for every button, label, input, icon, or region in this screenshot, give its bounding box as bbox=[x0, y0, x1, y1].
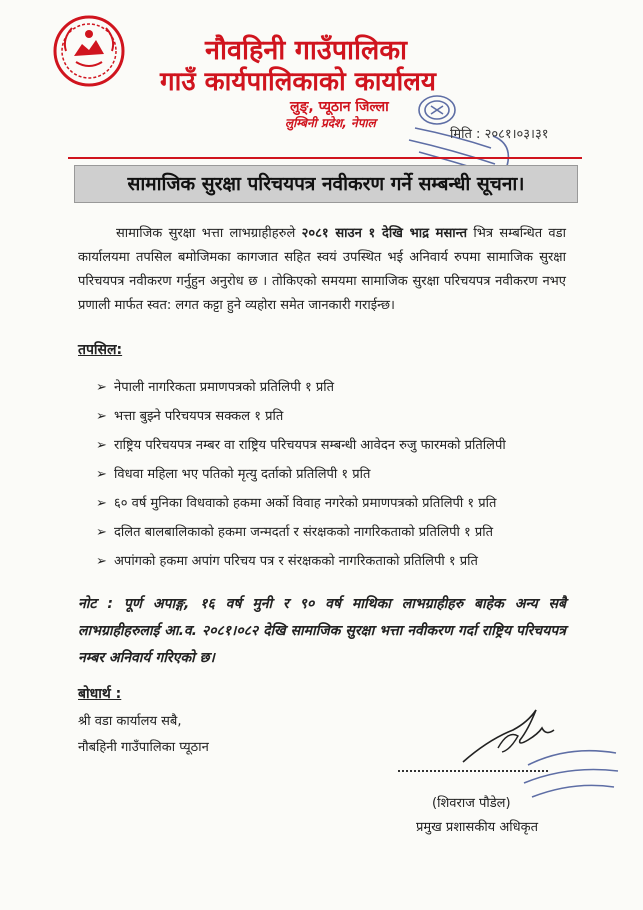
body-text-pre: सामाजिक सुरक्षा भत्ता लाभग्राहीहरुले bbox=[116, 226, 302, 241]
signatory-stamp-icon bbox=[518, 745, 623, 800]
arrow-bullet-icon: ➢ bbox=[96, 380, 107, 395]
notice-note: नोट : पूर्ण अपाङ्ग, १६ वर्ष मुनी र ९० वर्ष माथिका लाभग्राहीहरु बाहेक अन्य सबै लाभग्राहीहरुलाई आ.व. २०८१।०८२ देखि सामाजिक सुरक्षा भत्ता नवीकरण गर्दा राष्ट्रिय परिचयपत्र नम्बर अनिवार्य गरिएको छ। bbox=[78, 596, 566, 666]
list-item: ➢ ६० वर्ष मुनिका विधवाको हकमा अर्को विवाह नगरेको प्रमाणपत्रको प्रतिलिपी १ प्रति bbox=[96, 494, 566, 523]
list-heading: तपसिल: bbox=[78, 342, 123, 358]
arrow-bullet-icon: ➢ bbox=[96, 467, 107, 482]
notice-body bbox=[78, 222, 566, 318]
cc-heading: बोधार्थ : bbox=[78, 686, 122, 702]
list-item: ➢ राष्ट्रिय परिचयपत्र नम्बर वा राष्ट्रिय परिचयपत्र सम्बन्धी आवेदन रुजु फारमको प्रतिलिपी bbox=[96, 436, 566, 465]
arrow-bullet-icon: ➢ bbox=[96, 409, 107, 424]
body-text-post: भित्र सम्बन्धित वडा कार्यालयमा तपसिल बमोजिमका कागजात सहित स्वयं उपस्थित भई अनिवार्य रुपमा सामाजिक सुरक्षा परिचयपत्र नवीकरण गर्नुहुन अनुरोध छ । तोकिएको समयमा सामाजिक सुरक्षा परिचयपत्र नवीकरण नभए प्रणाली मार्फत स्वत: लगत कट्टा हुने व्यहोरा समेत जानकारी गराईन्छ। bbox=[78, 226, 566, 313]
address-district: लुङ्, प्यूठान जिल्ला bbox=[290, 99, 389, 115]
document-list bbox=[96, 378, 566, 581]
header-divider bbox=[68, 157, 582, 159]
cc-line-2: नौबहिनी गाउँपालिका प्यूठान bbox=[78, 740, 209, 755]
body-text-deadline: २०८१ साउन १ देखि भाद्र मसान्त bbox=[301, 226, 468, 241]
org-name-line1: नौवहिनी गाउँपालिका bbox=[205, 35, 408, 66]
cc-line-1: श्री वडा कार्यालय सबै, bbox=[78, 714, 182, 729]
org-name-line2: गाउँ कार्यपालिकाको कार्यालय bbox=[160, 67, 436, 97]
notice-date: मिति : २०८१।०३।३१ bbox=[450, 127, 549, 142]
address-province: लुम्बिनी प्रदेश, नेपाल bbox=[285, 116, 376, 130]
arrow-bullet-icon: ➢ bbox=[96, 525, 107, 540]
signatory-name: (शिवराज पौडेल) bbox=[432, 796, 511, 811]
list-item: ➢ भत्ता बुझ्ने परिचयपत्र सक्कल १ प्रति bbox=[96, 407, 566, 436]
arrow-bullet-icon: ➢ bbox=[96, 438, 107, 453]
list-item: ➢ दलित बालबालिकाको हकमा जन्मदर्ता र संरक्षकको नागरिकताको प्रतिलिपी १ प्रति bbox=[96, 523, 566, 552]
list-item: ➢ नेपाली नागरिकता प्रमाणपत्रको प्रतिलिपी १ प्रति bbox=[96, 378, 566, 407]
arrow-bullet-icon: ➢ bbox=[96, 496, 107, 511]
notice-title: सामाजिक सुरक्षा परिचयपत्र नवीकरण गर्ने सम्बन्धी सूचना। bbox=[74, 165, 578, 203]
signatory-post: प्रमुख प्रशासकीय अधिकृत bbox=[416, 820, 539, 835]
government-emblem-icon bbox=[52, 14, 126, 88]
list-item: ➢ विधवा महिला भए पतिको मृत्यु दर्ताको प्रतिलिपी १ प्रति bbox=[96, 465, 566, 494]
list-item: ➢ अपांगको हकमा अपांग परिचय पत्र र संरक्षकको नागरिकताको प्रतिलिपी १ प्रति bbox=[96, 552, 566, 581]
arrow-bullet-icon: ➢ bbox=[96, 554, 107, 569]
